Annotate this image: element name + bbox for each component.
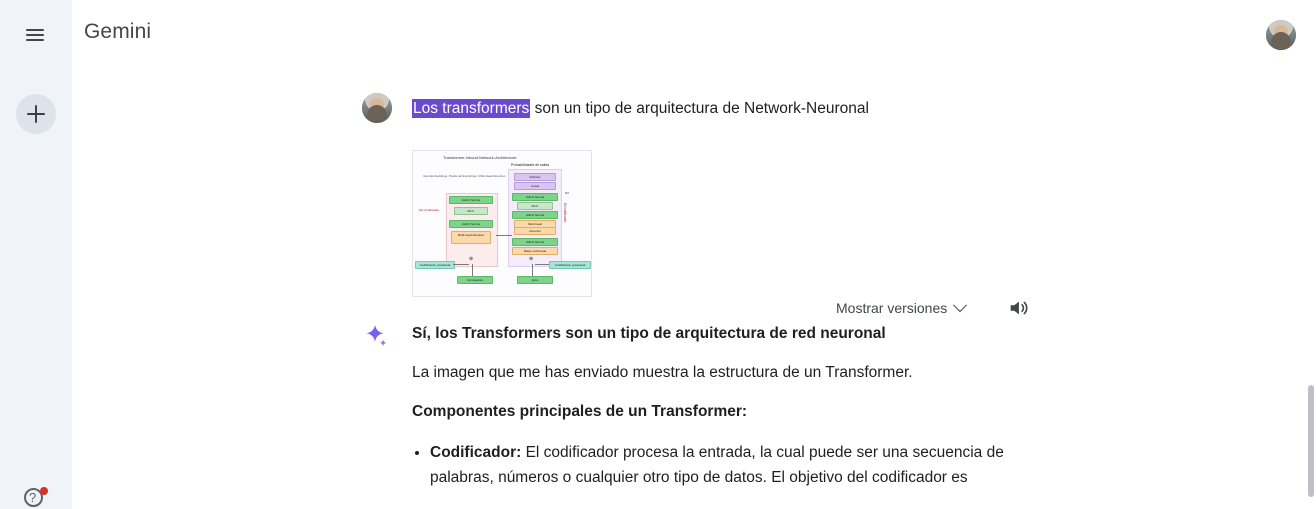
decoder-side-label: Decodificador (563, 203, 567, 223)
model-answer (412, 323, 1052, 490)
add-norm-box-2: Add & Norma (512, 211, 558, 219)
account-avatar[interactable] (1266, 20, 1296, 50)
transformer-architecture-diagram (413, 151, 591, 296)
add-norm-box-1: Add & Norma (512, 193, 558, 201)
positional-encoding-right: Codificacion posicional (549, 261, 591, 269)
linear-box: Lineal (514, 182, 556, 190)
avatar-image (362, 93, 392, 123)
read-aloud-button[interactable] (1003, 293, 1033, 323)
positional-encoding-left: Codificacion posicional (415, 261, 455, 269)
connector-vline-right (532, 264, 533, 276)
encoder-decoder-link (496, 235, 512, 236)
message-actions-row (826, 293, 1033, 323)
masked-multi-head-box: Masq-multi-head (512, 247, 558, 255)
answer-paragraph: La imagen que me has enviado muestra la estructura de un Transformer. (412, 364, 913, 381)
attached-image-thumbnail[interactable] (412, 150, 592, 297)
add-norm-box-5: Add & Norma (449, 220, 493, 228)
embedding-box-left: Incrustacion (457, 276, 493, 284)
answer-bullet-list (412, 440, 1052, 490)
multi-head-attention-box-left: Multi-head Attention (451, 231, 491, 244)
user-message-rest: son un tipo de arquitectura de Network-Neuronal (530, 100, 869, 117)
list-item (430, 440, 1052, 490)
diagram-output-label: Probabilidades de salida (511, 163, 550, 167)
sum-operator-right: ⊕ (529, 256, 534, 262)
left-rail (0, 0, 72, 509)
new-chat-button[interactable] (16, 94, 56, 134)
avatar (362, 93, 392, 123)
sum-operator-left: ⊕ (469, 256, 474, 262)
bullet-text: El codificador procesa la entrada, la cual puede ser una secuencia de palabras, números o cualquier otro tipo de datos. El objetivo del codificador es (430, 444, 1004, 486)
embedding-box-right: Ents (517, 276, 553, 284)
chevron-down-icon (953, 298, 967, 312)
plus-icon (27, 105, 45, 123)
decoder-repeat-label: NX (565, 191, 570, 195)
mlp-box-left: MLP- (454, 207, 488, 215)
avatar-image (1266, 20, 1296, 50)
connector-line-right (535, 264, 549, 265)
gemini-sparkle-icon (362, 323, 388, 349)
page-title: Gemini (84, 20, 152, 43)
add-norm-box-4: Add & Norma (449, 196, 493, 204)
main-menu-button[interactable] (18, 18, 52, 52)
connector-vline-left (472, 264, 473, 276)
help-question-glyph: ? (29, 490, 37, 505)
show-versions-button[interactable] (826, 294, 975, 322)
help-button[interactable] (24, 488, 48, 509)
conversation-area (72, 68, 1304, 509)
answer-subheading: Componentes principales de un Transformer: (412, 403, 748, 420)
softmax-box: Softmax (514, 173, 556, 181)
add-norm-box-3: Add & Norma (512, 238, 558, 246)
multi-head-box-right: Multi-head (514, 220, 556, 228)
selected-text-highlight[interactable]: Los transformers (413, 100, 530, 117)
speaker-volume-icon (1007, 297, 1029, 319)
show-versions-label: Mostrar versiones (836, 300, 948, 316)
bullet-term: Codificador: (430, 444, 522, 461)
hamburger-menu-icon (26, 29, 44, 41)
vertical-scrollbar-thumb[interactable] (1308, 385, 1314, 497)
connector-line-left (453, 264, 469, 265)
encoder-group-label: NX-Codificador (419, 208, 440, 212)
answer-heading: Sí, los Transformers son un tipo de arquitectura de red neuronal (412, 325, 886, 342)
top-header (72, 0, 1316, 68)
diagram-subtitle: Input Embeddings, Positional Encodings, Multi-Head Attention (423, 174, 506, 178)
notification-dot (40, 487, 48, 495)
user-message-text (412, 98, 869, 120)
diagram-title: Transformer-Neural-Network-Architecture. (443, 155, 518, 160)
attention-box-right: Atencion (514, 227, 556, 235)
mlp-box-right: MLP- (517, 202, 553, 210)
